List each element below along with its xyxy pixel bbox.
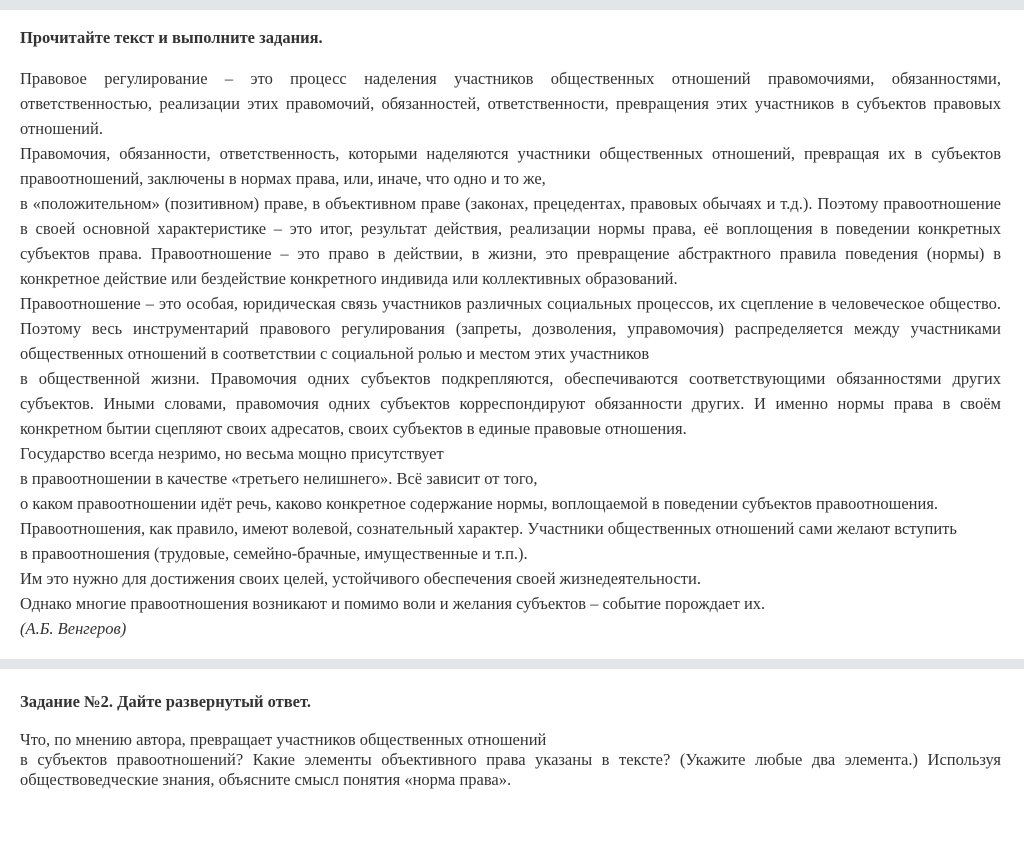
task-heading: Задание №2. Дайте развернутый ответ. xyxy=(20,692,311,711)
text-paragraph: в общественной жизни. Правомочия одних субъектов подкрепляются, обеспечиваются соответствующими обязанностями других субъектов. Иными словами, правомочия одних субъектов корреспондируют обязанности других. И именно нормы права в своём конкретном бытии сцепляют своих адресатов, своих субъектов в единые правовые отношения. xyxy=(20,369,1001,438)
text-author: (А.Б. Венгеров) xyxy=(20,619,127,638)
text-paragraph: в правоотношении в качестве «третьего нелишнего». Всё зависит от того, xyxy=(20,469,538,488)
task-panel xyxy=(0,669,1024,790)
middle-divider-band xyxy=(0,659,1024,669)
text-paragraph: Однако многие правоотношения возникают и помимо воли и желания субъектов – событие порождает их. xyxy=(20,594,766,613)
reading-text-panel xyxy=(0,10,1024,659)
text-paragraph: в правоотношения (трудовые, семейно-брачные, имущественные и т.п.). xyxy=(20,544,528,563)
task-question-line: в субъектов правоотношений? Какие элементы объективного права указаны в тексте? (Укажите любые два элемента.) Используя обществоведческие знания, объясните смысл понятия «норма права». xyxy=(20,750,1001,789)
text-paragraph: в «положительном» (позитивном) праве, в объективном праве (законах, прецедентах, правовых обычаях и т.д.). Поэтому правоотношение в своей основной характеристике – это итог, результат действия, реализации нормы права, её воплощения в поведении конкретных субъектов права. Правоотношение – это право в действии, в жизни, это превращение абстрактного правила поведения (нормы) в конкретное действие или бездействие конкретного индивида или коллективных образований. xyxy=(20,194,1001,288)
text-paragraph: о каком правоотношении идёт речь, каково конкретное содержание нормы, воплощаемой в поведении субъектов правоотношения. xyxy=(20,494,939,513)
text-paragraph: Правовое регулирование – это процесс наделения участников общественных отношений правомочиями, обязанностями, ответственностью, реализации этих правомочий, обязанностей, ответственности, превращения этих участников в субъектов правовых отношений. xyxy=(20,69,1001,138)
text-paragraph: Правоотношения, как правило, имеют волевой, сознательный характер. Участники общественных отношений сами желают вступить xyxy=(20,519,957,538)
text-paragraph: Им это нужно для достижения своих целей, устойчивого обеспечения своей жизнедеятельности. xyxy=(20,569,701,588)
task-question-line: Что, по мнению автора, превращает участников общественных отношений xyxy=(20,730,547,749)
text-paragraph: Правомочия, обязанности, ответственность, которыми наделяются участники общественных отношений, превращая их в субъектов правоотношений, заключены в нормах права, или, иначе, что одно и то же, xyxy=(20,144,1001,188)
top-divider-band xyxy=(0,0,1024,10)
text-paragraph: Государство всегда незримо, но весьма мощно присутствует xyxy=(20,444,444,463)
text-paragraph: Правоотношение – это особая, юридическая связь участников различных социальных процессов, их сцепление в человеческое общество. Поэтому весь инструментарий правового регулирования (запреты, дозволения, управомочия) распределяется между участниками общественных отношений в соответствии с социальной ролью и местом этих участников xyxy=(20,294,1001,363)
reading-instruction-heading: Прочитайте текст и выполните задания. xyxy=(20,28,323,47)
